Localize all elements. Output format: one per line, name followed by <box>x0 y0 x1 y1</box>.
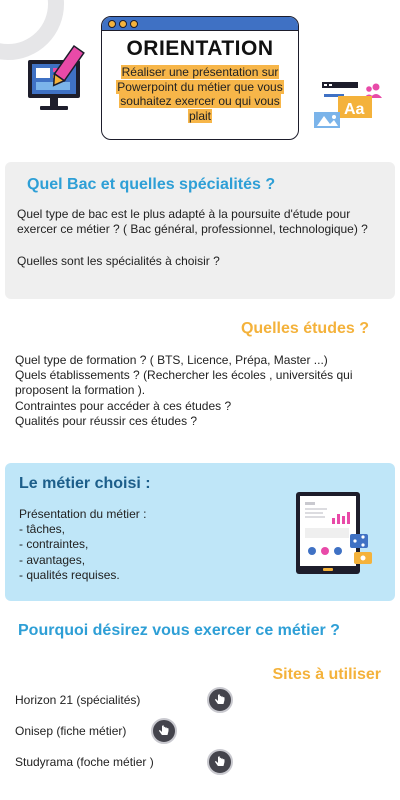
etudes-item: Qualités pour réussir ces études ? <box>15 413 198 428</box>
pourquoi-heading: Pourquoi désirez vous exercer ce métier ? <box>18 622 340 639</box>
bac-heading: Quel Bac et quelles spécialités ? <box>27 176 276 193</box>
site-button-onisep[interactable] <box>151 718 177 744</box>
metier-item: - qualités requises. <box>19 568 120 583</box>
etudes-item: Contraintes pour accéder à ces études ? <box>15 398 232 413</box>
pointing-hand-icon <box>213 693 227 707</box>
etudes-list <box>15 353 387 429</box>
etudes-item: Quels établissements ? (Rechercher les écoles , universités qui proposent la formation ). <box>15 368 353 398</box>
site-link-studyrama[interactable]: Studyrama (foche métier ) <box>15 755 154 769</box>
metier-item: - avantages, <box>19 552 86 567</box>
metier-item: - contraintes, <box>19 537 89 552</box>
site-link-onisep[interactable]: Onisep (fiche métier) <box>15 724 127 738</box>
design-tools-icon <box>312 80 386 132</box>
window-dot-icon <box>119 20 127 28</box>
bac-question-specialites: Quelles sont les spécialités à choisir ? <box>17 254 220 268</box>
window-title-bar <box>102 17 298 31</box>
etudes-heading: Quelles études ? <box>240 320 369 337</box>
site-button-studyrama[interactable] <box>207 749 233 775</box>
etudes-item: Quel type de formation ? ( BTS, Licence, Prépa, Master ...) <box>15 353 328 367</box>
metier-intro: Présentation du métier : <box>19 507 147 521</box>
pointing-hand-icon <box>157 724 171 738</box>
metier-item: - tâches, <box>19 522 66 536</box>
pointing-hand-icon <box>213 755 227 769</box>
site-link-horizon21[interactable]: Horizon 21 (spécialités) <box>15 693 141 707</box>
metier-heading: Le métier choisi : <box>19 475 151 492</box>
metier-list <box>19 522 120 584</box>
page-subtitle <box>110 65 290 123</box>
sites-heading: Sites à utiliser <box>272 666 381 683</box>
monitor-pencil-icon <box>26 40 96 114</box>
header-card <box>101 16 299 140</box>
site-button-horizon21[interactable] <box>207 687 233 713</box>
bac-question-type: Quel type de bac est le plus adapté à la poursuite d'étude pour exercer ce métier ? ( Bac général, professionnel, technologique) ? <box>17 207 368 236</box>
page-title: ORIENTATION <box>126 37 274 60</box>
window-dot-icon <box>108 20 116 28</box>
page-subtitle-text: Réaliser une présentation sur Powerpoint du métier que vous souhaitez exercer ou qui vous plait <box>117 65 283 123</box>
svg-text:Aa: Aa <box>344 101 365 118</box>
window-dot-icon <box>130 20 138 28</box>
tablet-chart-icon <box>292 490 374 576</box>
